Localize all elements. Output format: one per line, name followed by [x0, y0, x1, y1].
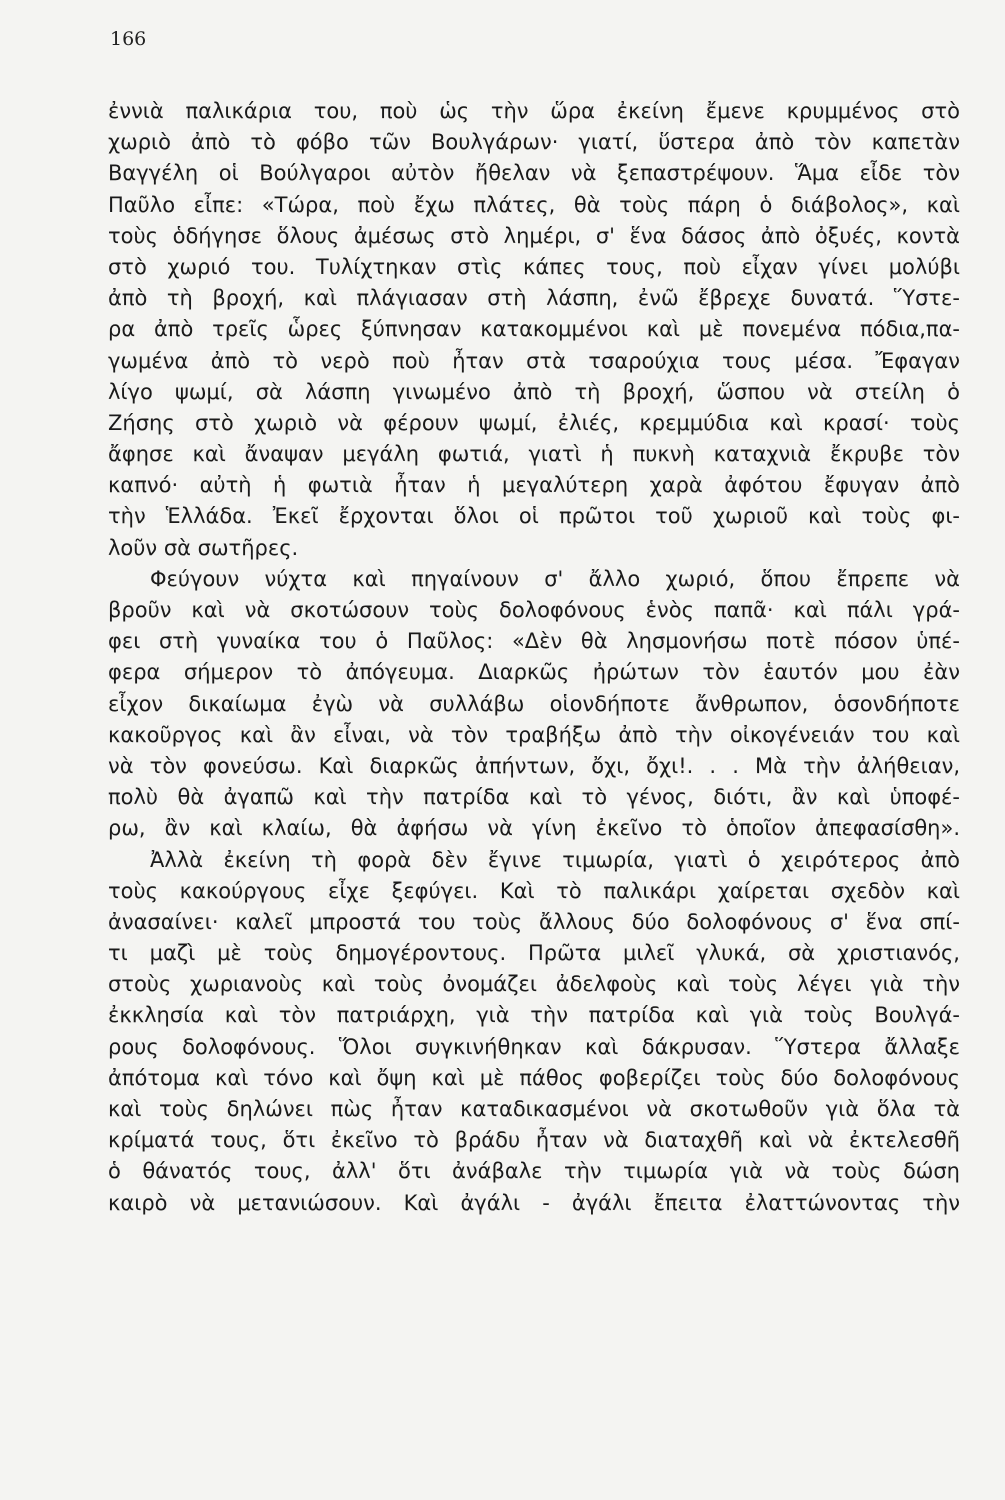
- text-line: κρίματά τους, ὅτι ἐκεῖνο τὸ βράδυ ἦταν νὰ διαταχθῆ καὶ νὰ ἐκτελεσθῆ: [108, 1128, 960, 1153]
- text-line: τοὺς κακούργους εἶχε ξεφύγει. Καὶ τὸ παλικάρι χαίρεται σχεδὸν καὶ: [108, 878, 960, 903]
- text-line: τοὺς ὁδήγησε ὅλους ἀμέσως στὸ λημέρι, σ' ἕνα δάσος ἀπὸ ὀξυές, κοντὰ: [108, 223, 960, 248]
- text-line: ρα ἀπὸ τρεῖς ὧρες ξύπνησαν κατακομμένοι καὶ μὲ πονεμένα πόδια,πα-: [108, 317, 960, 342]
- text-line: ἀπὸ τὴ βροχή, καὶ πλάγιασαν στὴ λάσπη, ἐνῶ ἔβρεχε δυνατά. Ὕστε-: [108, 286, 960, 311]
- text-line: Παῦλο εἶπε: «Τώρα, ποὺ ἔχω πλάτες, θὰ τοὺς πάρη ὁ διάβολος», καὶ: [108, 192, 960, 217]
- text-line: ἀπότομα καὶ τόνο καὶ ὄψη καὶ μὲ πάθος φοβερίζει τοὺς δύο δολοφόνους: [108, 1065, 960, 1090]
- text-line: Φεύγουν νύχτα καὶ πηγαίνουν σ' ἄλλο χωριό, ὅπου ἔπρεπε νὰ: [150, 566, 960, 591]
- text-line: ἀνασαίνει· καλεῖ μπροστά του τοὺς ἄλλους δύο δολοφόνους σ' ἕνα σπί-: [108, 909, 960, 934]
- text-line: Ζήσης στὸ χωριὸ νὰ φέρουν ψωμί, ἐλιές, κρεμμύδια καὶ κρασί· τοὺς: [108, 410, 960, 435]
- text-line: τι μαζὶ μὲ τοὺς δημογέροντους. Πρῶτα μιλεῖ γλυκά, σὰ χριστιανός,: [108, 941, 960, 966]
- text-line: νὰ τὸν φονεύσω. Καὶ διαρκῶς ἀπήντων, ὄχι, ὄχι!. . . Μὰ τὴν ἀλήθειαν,: [108, 753, 960, 778]
- text-line: εἶχον δικαίωμα ἐγὼ νὰ συλλάβω οἱονδήποτε ἄνθρωπον, ὁσονδήποτε: [108, 691, 960, 716]
- text-line: στοὺς χωριανοὺς καὶ τοὺς ὀνομάζει ἀδελφοὺς καὶ τοὺς λέγει γιὰ τὴν: [108, 972, 960, 997]
- text-line: φει στὴ γυναίκα του ὁ Παῦλος: «Δὲν θὰ λησμονήσω ποτὲ πόσον ὑπέ-: [108, 629, 960, 654]
- text-line: καπνό· αὐτὴ ἡ φωτιὰ ἦταν ἡ μεγαλύτερη χαρὰ ἀφότου ἔφυγαν ἀπὸ: [108, 473, 960, 498]
- text-line: φερα σήμερον τὸ ἀπόγευμα. Διαρκῶς ἠρώτων τὸν ἑαυτόν μου ἐὰν: [108, 660, 960, 685]
- text-line: ἐννιὰ παλικάρια του, ποὺ ὡς τὴν ὥρα ἐκείνη ἔμενε κρυμμένος στὸ: [108, 99, 960, 123]
- text-line: τὴν Ἑλλάδα. Ἐκεῖ ἔρχονται ὅλοι οἱ πρῶτοι τοῦ χωριοῦ καὶ τοὺς φι-: [108, 504, 960, 529]
- text-line: καιρὸ νὰ μετανιώσουν. Καὶ ἀγάλι - ἀγάλι ἔπειτα ἐλαττώνοντας τὴν: [108, 1190, 960, 1215]
- text-line: ρω, ἂν καὶ κλαίω, θὰ ἀφήσω νὰ γίνη ἐκεῖνο τὸ ὁποῖον ἀπεφασίσθη».: [108, 816, 960, 841]
- text-line: ὁ θάνατός τους, ἀλλ' ὅτι ἀνάβαλε τὴν τιμωρία γιὰ νὰ τοὺς δώση: [108, 1159, 960, 1184]
- text-line: στὸ χωριό του. Τυλίχτηκαν στὶς κάπες τους, ποὺ εἶχαν γίνει μολύβι: [108, 254, 960, 279]
- text-line: κακοῦργος καὶ ἂν εἶναι, νὰ τὸν τραβήξω ἀπὸ τὴν οἰκογένειάν του καὶ: [108, 722, 960, 747]
- text-line: λοῦν σὰ σωτῆρες.: [108, 535, 299, 560]
- text-line: πολὺ θὰ ἀγαπῶ καὶ τὴν πατρίδα καὶ τὸ γένος, διότι, ἂν καὶ ὑποφέ-: [108, 785, 960, 810]
- text-line: ἐκκλησία καὶ τὸν πατριάρχη, γιὰ τὴν πατρίδα καὶ γιὰ τοὺς Βουλγά-: [108, 1003, 960, 1028]
- text-line: λίγο ψωμί, σὰ λάσπη γινωμένο ἀπὸ τὴ βροχή, ὥσπου νὰ στείλη ὁ: [108, 379, 960, 404]
- text-line: Ἀλλὰ ἐκείνη τὴ φορὰ δὲν ἔγινε τιμωρία, γιατὶ ὁ χειρότερος ἀπὸ: [150, 847, 960, 872]
- body-text: [108, 96, 960, 1219]
- text-line: ἄφησε καὶ ἄναψαν μεγάλη φωτιά, γιατὶ ἡ πυκνὴ καταχνιὰ ἔκρυβε τὸν: [108, 442, 960, 467]
- text-line: καὶ τοὺς δηλώνει πὼς ἦταν καταδικασμένοι νὰ σκοτωθοῦν γιὰ ὅλα τὰ: [108, 1097, 960, 1121]
- text-line: βροῦν καὶ νὰ σκοτώσουν τοὺς δολοφόνους ἑνὸς παπᾶ· καὶ πάλι γρά-: [108, 598, 960, 622]
- text-line: ρους δολοφόνους. Ὅλοι συγκινήθηκαν καὶ δάκρυσαν. Ὕστερα ἄλλαξε: [108, 1034, 960, 1059]
- page-number: 166: [110, 28, 147, 50]
- text-line: Βαγγέλη οἱ Βούλγαροι αὐτὸν ἤθελαν νὰ ξεπαστρέψουν. Ἅμα εἶδε τὸν: [108, 161, 960, 186]
- text-line: χωριὸ ἀπὸ τὸ φόβο τῶν Βουλγάρων· γιατί, ὕστερα ἀπὸ τὸν καπετὰν: [108, 130, 960, 155]
- text-line: γωμένα ἀπὸ τὸ νερὸ ποὺ ἦταν στὰ τσαρούχια τους μέσα. Ἔφαγαν: [108, 348, 960, 373]
